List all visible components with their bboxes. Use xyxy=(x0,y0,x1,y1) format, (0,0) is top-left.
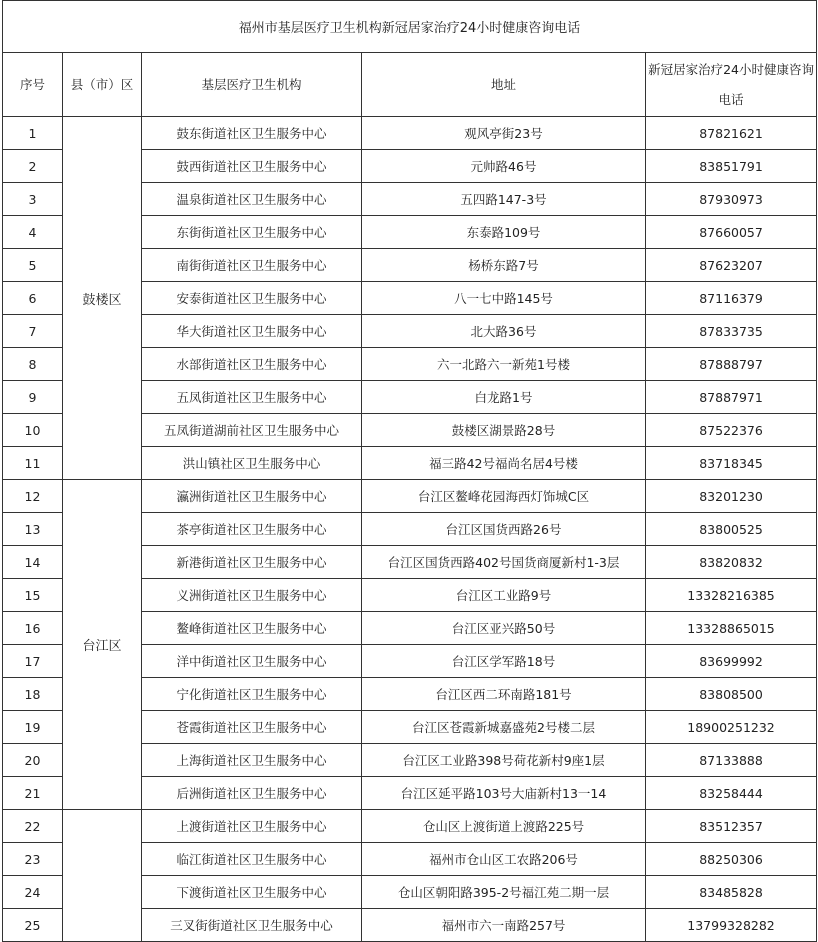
cell-institution: 东街街道社区卫生服务中心 xyxy=(142,216,362,249)
cell-no: 22 xyxy=(3,810,63,843)
cell-phone: 83512357 xyxy=(646,810,817,843)
cell-phone: 87133888 xyxy=(646,744,817,777)
cell-address: 八一七中路145号 xyxy=(362,282,646,315)
cell-address: 台江区西二环南路181号 xyxy=(362,678,646,711)
cell-institution: 上海街道社区卫生服务中心 xyxy=(142,744,362,777)
table-row xyxy=(3,117,817,150)
cell-institution: 后洲街道社区卫生服务中心 xyxy=(142,777,362,810)
cell-institution: 义洲街道社区卫生服务中心 xyxy=(142,579,362,612)
cell-no: 9 xyxy=(3,381,63,414)
cell-no: 25 xyxy=(3,909,63,942)
cell-no: 12 xyxy=(3,480,63,513)
cell-phone: 87821621 xyxy=(646,117,817,150)
header-phone: 新冠居家治疗24小时健康咨询电话 xyxy=(646,53,817,117)
cell-phone: 83201230 xyxy=(646,480,817,513)
cell-address: 福三路42号福尚名居4号楼 xyxy=(362,447,646,480)
header-district: 县（市）区 xyxy=(63,53,142,117)
cell-institution: 新港街道社区卫生服务中心 xyxy=(142,546,362,579)
cell-no: 20 xyxy=(3,744,63,777)
cell-address: 元帅路46号 xyxy=(362,150,646,183)
cell-address: 台江区延平路103号大庙新村13一14 xyxy=(362,777,646,810)
table-row xyxy=(3,480,817,513)
cell-phone: 13799328282 xyxy=(646,909,817,942)
cell-address: 福州市仓山区工农路206号 xyxy=(362,843,646,876)
cell-phone: 83718345 xyxy=(646,447,817,480)
cell-institution: 苍霞街道社区卫生服务中心 xyxy=(142,711,362,744)
cell-address: 台江区国货西路402号国货商厦新村1-3层 xyxy=(362,546,646,579)
cell-address: 台江区工业路9号 xyxy=(362,579,646,612)
cell-institution: 洋中街道社区卫生服务中心 xyxy=(142,645,362,678)
cell-address: 东泰路109号 xyxy=(362,216,646,249)
cell-phone: 87887971 xyxy=(646,381,817,414)
cell-no: 13 xyxy=(3,513,63,546)
cell-phone: 87623207 xyxy=(646,249,817,282)
header-institution: 基层医疗卫生机构 xyxy=(142,53,362,117)
cell-no: 10 xyxy=(3,414,63,447)
cell-no: 6 xyxy=(3,282,63,315)
header-address: 地址 xyxy=(362,53,646,117)
cell-no: 21 xyxy=(3,777,63,810)
cell-address: 仓山区上渡街道上渡路225号 xyxy=(362,810,646,843)
cell-phone: 13328216385 xyxy=(646,579,817,612)
cell-no: 23 xyxy=(3,843,63,876)
cell-institution: 温泉街道社区卫生服务中心 xyxy=(142,183,362,216)
cell-address: 鼓楼区湖景路28号 xyxy=(362,414,646,447)
cell-institution: 宁化街道社区卫生服务中心 xyxy=(142,678,362,711)
hotline-table xyxy=(2,0,817,942)
cell-institution: 鳌峰街道社区卫生服务中心 xyxy=(142,612,362,645)
cell-institution: 下渡街道社区卫生服务中心 xyxy=(142,876,362,909)
cell-institution: 五凤街道社区卫生服务中心 xyxy=(142,381,362,414)
cell-no: 16 xyxy=(3,612,63,645)
cell-institution: 华大街道社区卫生服务中心 xyxy=(142,315,362,348)
cell-phone: 83800525 xyxy=(646,513,817,546)
cell-institution: 鼓西街道社区卫生服务中心 xyxy=(142,150,362,183)
cell-institution: 瀛洲街道社区卫生服务中心 xyxy=(142,480,362,513)
cell-address: 台江区国货西路26号 xyxy=(362,513,646,546)
cell-phone: 87660057 xyxy=(646,216,817,249)
cell-address: 白龙路1号 xyxy=(362,381,646,414)
cell-no: 19 xyxy=(3,711,63,744)
cell-address: 台江区工业路398号荷花新村9座1层 xyxy=(362,744,646,777)
cell-address: 观风亭街23号 xyxy=(362,117,646,150)
cell-no: 15 xyxy=(3,579,63,612)
cell-institution: 三叉街街道社区卫生服务中心 xyxy=(142,909,362,942)
cell-institution: 洪山镇社区卫生服务中心 xyxy=(142,447,362,480)
cell-no: 2 xyxy=(3,150,63,183)
cell-district: 台江区 xyxy=(63,480,142,810)
cell-no: 4 xyxy=(3,216,63,249)
cell-district xyxy=(63,810,142,942)
cell-institution: 临江街道社区卫生服务中心 xyxy=(142,843,362,876)
cell-institution: 鼓东街道社区卫生服务中心 xyxy=(142,117,362,150)
cell-phone: 88250306 xyxy=(646,843,817,876)
cell-address: 北大路36号 xyxy=(362,315,646,348)
cell-phone: 83485828 xyxy=(646,876,817,909)
cell-phone: 83851791 xyxy=(646,150,817,183)
cell-institution: 南街街道社区卫生服务中心 xyxy=(142,249,362,282)
cell-phone: 83820832 xyxy=(646,546,817,579)
table-title: 福州市基层医疗卫生机构新冠居家治疗24小时健康咨询电话 xyxy=(3,1,817,53)
cell-phone: 83699992 xyxy=(646,645,817,678)
cell-district: 鼓楼区 xyxy=(63,117,142,480)
cell-address: 仓山区朝阳路395-2号福江苑二期一层 xyxy=(362,876,646,909)
cell-address: 六一北路六一新苑1号楼 xyxy=(362,348,646,381)
cell-phone: 87930973 xyxy=(646,183,817,216)
cell-institution: 上渡街道社区卫生服务中心 xyxy=(142,810,362,843)
cell-phone: 87888797 xyxy=(646,348,817,381)
cell-institution: 水部街道社区卫生服务中心 xyxy=(142,348,362,381)
cell-no: 8 xyxy=(3,348,63,381)
cell-address: 台江区亚兴路50号 xyxy=(362,612,646,645)
cell-address: 台江区苍霞新城嘉盛苑2号楼二层 xyxy=(362,711,646,744)
cell-phone: 87833735 xyxy=(646,315,817,348)
cell-phone: 87116379 xyxy=(646,282,817,315)
cell-address: 台江区鳌峰花园海西灯饰城C区 xyxy=(362,480,646,513)
cell-address: 福州市六一南路257号 xyxy=(362,909,646,942)
cell-no: 17 xyxy=(3,645,63,678)
header-no: 序号 xyxy=(3,53,63,117)
cell-institution: 茶亭街道社区卫生服务中心 xyxy=(142,513,362,546)
cell-no: 5 xyxy=(3,249,63,282)
table-row xyxy=(3,810,817,843)
cell-address: 杨桥东路7号 xyxy=(362,249,646,282)
cell-phone: 18900251232 xyxy=(646,711,817,744)
cell-address: 五四路147-3号 xyxy=(362,183,646,216)
table-body xyxy=(3,117,817,942)
cell-no: 3 xyxy=(3,183,63,216)
cell-no: 11 xyxy=(3,447,63,480)
cell-phone: 13328865015 xyxy=(646,612,817,645)
cell-no: 14 xyxy=(3,546,63,579)
cell-no: 24 xyxy=(3,876,63,909)
cell-phone: 83808500 xyxy=(646,678,817,711)
cell-no: 18 xyxy=(3,678,63,711)
cell-address: 台江区学军路18号 xyxy=(362,645,646,678)
cell-no: 7 xyxy=(3,315,63,348)
cell-institution: 安泰街道社区卫生服务中心 xyxy=(142,282,362,315)
cell-phone: 87522376 xyxy=(646,414,817,447)
cell-institution: 五凤街道湖前社区卫生服务中心 xyxy=(142,414,362,447)
cell-no: 1 xyxy=(3,117,63,150)
cell-phone: 83258444 xyxy=(646,777,817,810)
